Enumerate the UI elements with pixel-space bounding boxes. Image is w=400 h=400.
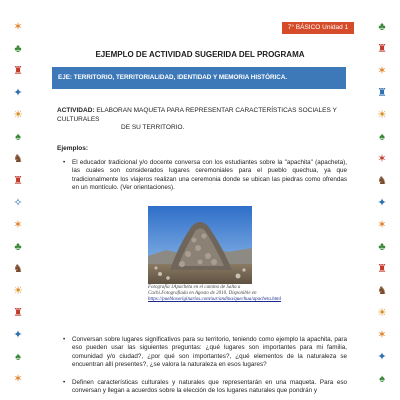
activity-line-1: ELABORAN MAQUETA PARA REPRESENTAR CARACTERÍSTICAS SOCIALES Y CULTURALES <box>57 107 337 123</box>
bird-icon: ✦ <box>377 197 387 209</box>
fox-icon: ✶ <box>377 65 387 77</box>
figure-icon: ♜ <box>377 263 387 275</box>
apacheta-photo <box>148 206 252 284</box>
bird-icon: ✦ <box>377 351 387 363</box>
plant-icon: ♣ <box>378 21 386 33</box>
tree-icon: ♠ <box>15 131 21 143</box>
bullet-apachita: • El educador tradicional y/o docente conversa con los estudiantes sobre la "apachita" (apacheta), las cuales son considerados lugares ceremoniales para el pueblo quechua, ya que tradicionalmente los viajeros realizan una ceremonia donde se ubican las piedras como ofrendas en un montículo. (Ver orientaciones). <box>72 159 347 193</box>
fish-icon: ✧ <box>13 197 23 209</box>
page-title: EJEMPLO DE ACTIVIDAD SUGERIDA DEL PROGRAMA <box>95 50 305 59</box>
plant-icon: ♣ <box>14 241 22 253</box>
llama-icon: ♞ <box>13 153 23 165</box>
llama-icon: ♞ <box>377 285 387 297</box>
fox-icon: ✶ <box>377 329 387 341</box>
caption-link[interactable]: https://pueblosoriginarios.com/sur/andina/quechua/apacheta.html <box>148 296 282 302</box>
grade-unit-tag: 7° BÁSICO Unidad 1 <box>282 22 354 34</box>
fox-icon: ✶ <box>377 219 387 231</box>
sun-icon: ☀ <box>377 307 387 319</box>
bullet-lugares: • Conversan sobre lugares significativos para su territorio, teniendo como ejemplo la apachita, para eso pueden usar las siguientes preguntas: ¿qué lugares son importantes para mi familia, comunidad y/o ciudad?, ¿por qué son importantes?, ¿qué elementos de la naturaleza se encuentran allí presentes?, ¿se valora la naturaleza en esos lugares? <box>72 336 347 370</box>
bird-icon: ✦ <box>13 87 23 99</box>
condor-icon: ✶ <box>13 373 23 385</box>
condor-icon: ✶ <box>13 219 23 231</box>
photo-caption <box>148 285 282 302</box>
activity-label: ACTIVIDAD: <box>57 107 95 114</box>
figure-icon: ♜ <box>13 175 23 187</box>
bullet-maqueta: • Definen características culturales y naturales que representarán en una maqueta. Para eso conversan y llegan a acuerdos sobre la elección de los lugares naturales que pondrán y <box>72 379 347 396</box>
bird-icon: ✦ <box>13 329 23 341</box>
figure-icon: ♜ <box>377 43 387 55</box>
llama-icon: ♞ <box>377 175 387 187</box>
figure-icon: ♜ <box>13 65 23 77</box>
caption-text: Fotografía 1Apacheta en el camino de Salta a Cachi.Fotografiada en Agosto de 2010. Disponible en <box>148 285 257 296</box>
eje-banner: EJE: TERRITORIO, TERRITORIALIDAD, IDENTIDAD Y MEMORIA HISTÓRICA. <box>52 67 346 89</box>
sun-icon: ☀ <box>13 285 23 297</box>
tree-icon: ♠ <box>379 131 385 143</box>
right-decorative-border <box>372 14 394 400</box>
llama-icon: ♞ <box>13 263 23 275</box>
plant-icon: ♣ <box>14 43 22 55</box>
activity-line-2: DE SU TERRITORIO. <box>121 124 185 131</box>
plant-icon: ♣ <box>378 241 386 253</box>
fox-icon: ✶ <box>377 153 387 165</box>
condor-icon: ✶ <box>13 21 23 33</box>
figure-icon: ♜ <box>13 307 23 319</box>
examples-heading: Ejemplos: <box>57 145 89 152</box>
left-decorative-border <box>8 14 30 400</box>
apacheta-stone-mound-photo <box>148 206 252 284</box>
sun-icon: ☀ <box>377 109 387 121</box>
activity-description <box>57 107 357 133</box>
tree-icon: ♠ <box>15 351 21 363</box>
sun-icon: ☀ <box>13 109 23 121</box>
figure-icon: ♜ <box>377 87 387 99</box>
tree-icon: ♠ <box>379 373 385 385</box>
